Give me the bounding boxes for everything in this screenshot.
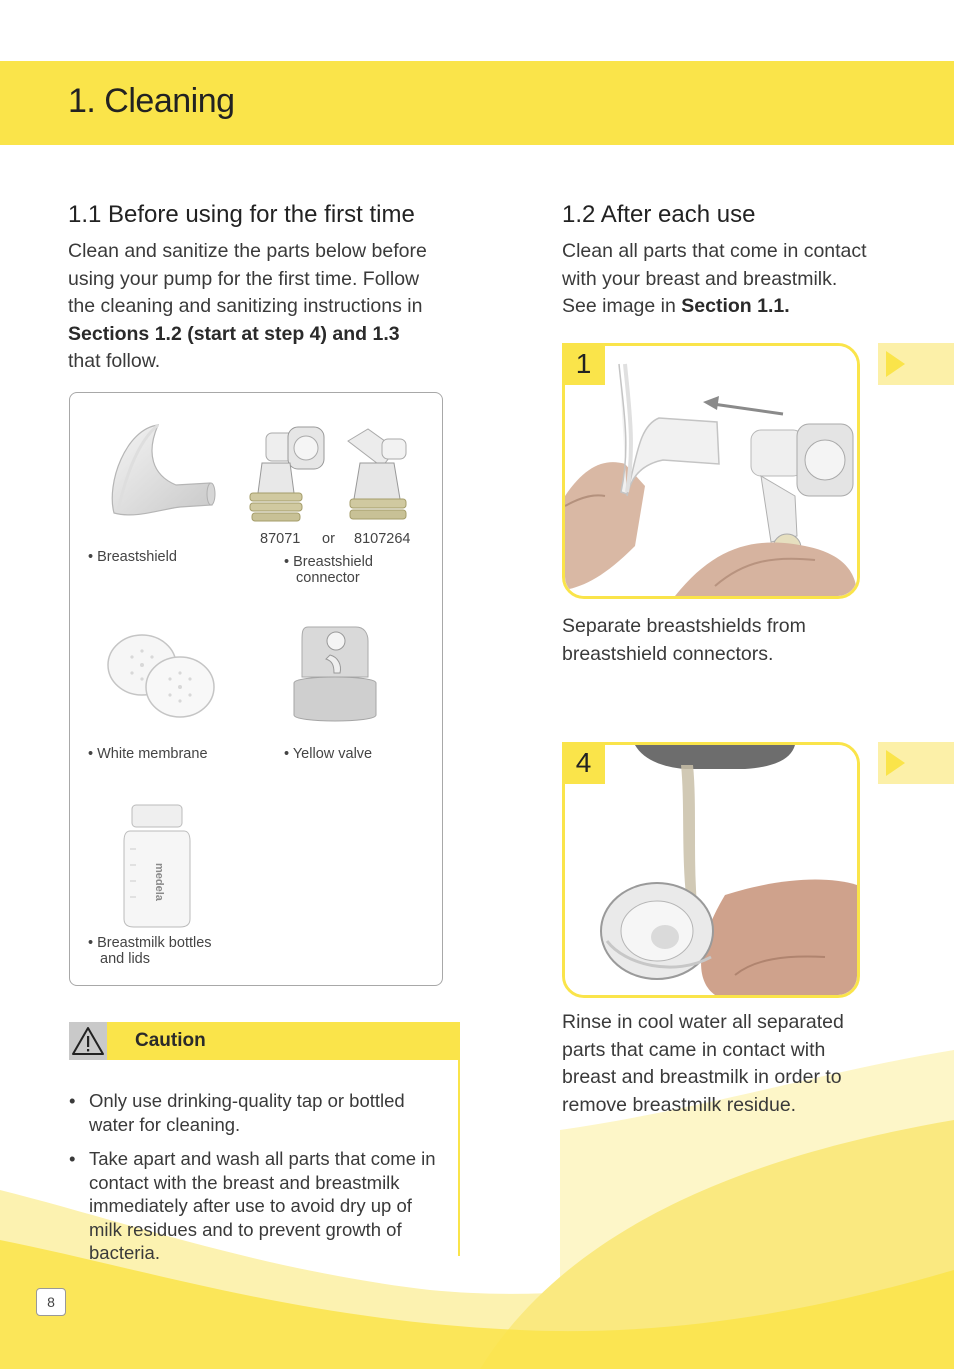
section-1-2-heading: 1.2 After each use [562,201,756,228]
step-4-arrow-icon [886,750,905,776]
caption-line: Separate breastshields from [562,615,806,637]
step-1-caption [562,613,892,668]
bottles-label-line: • Breastmilk bottles [88,935,212,951]
step-4-caption [562,1009,902,1119]
white-membrane-image [106,631,218,721]
caption-line: remove breastmilk residue. [562,1093,797,1116]
bottles-label [88,935,212,967]
connector-label-line: • Breastshield [284,554,373,570]
caption-line: breastshield connectors. [562,642,774,665]
white-membrane-label: • White membrane [88,746,208,762]
intro-bold: Section 1.1. [681,295,790,317]
step-4-photo [565,745,857,995]
caption-line: parts that came in contact with [562,1038,826,1061]
yellow-valve-label: • Yellow valve [284,746,373,762]
caution-bullets [69,1089,449,1276]
page-number: 8 [36,1288,66,1316]
breastmilk-bottle-image [122,803,192,929]
step-4-image-frame [562,742,860,998]
section-1-1-heading: 1.1 Before using for the first time [68,201,415,228]
breastshield-connector-image [244,423,420,529]
connector-code-b: 8107264 [354,531,411,547]
intro-line: using your pump for the first time. Follow [68,267,420,290]
intro-line: Clean and sanitize the parts below before [68,240,427,262]
caution-divider [458,1060,460,1256]
breastshield-image [106,423,218,525]
yellow-valve-image [290,619,380,729]
caption-line: breast and breastmilk in order to [562,1066,842,1088]
connector-code-a: 87071 [260,531,301,547]
step-1-number: 1 [562,343,605,385]
list-item: • Only use drinking-quality tap or bottled water for cleaning. [69,1089,449,1136]
caption-line: Rinse in cool water all separated [562,1011,844,1033]
intro-tail: that follow. [68,350,161,372]
step-1-image-frame [562,343,860,599]
warning-triangle-icon [69,1022,107,1060]
section-1-2-intro [562,238,922,321]
step-1-arrow-icon [886,351,905,377]
caution-bar [69,1022,460,1060]
intro-line: with your breast and breastmilk. [562,267,838,290]
step-1-photo [565,346,857,596]
caution-label: Caution [135,1030,206,1051]
step-4-number: 4 [562,742,605,784]
connector-label-line: connector [296,570,360,586]
connector-label [284,554,373,586]
intro-line: Clean all parts that come in contact [562,240,867,262]
intro-line: the cleaning and sanitizing instructions in [68,295,423,317]
intro-see: See image in [562,295,676,317]
section-1-1-intro [68,238,468,376]
bottle-brand-text: medela [153,863,165,901]
parts-panel [69,392,443,986]
list-item: • Take apart and wash all parts that come in contact with the breast and breastmilk immediately after use to avoid dry up of milk residues and to prevent growth of bacteria. [69,1147,449,1265]
page-title: 1. Cleaning [68,82,235,120]
bottles-label-line: and lids [100,951,150,967]
intro-bold: Sections 1.2 (start at step 4) and 1.3 [68,322,400,345]
breastshield-label: • Breastshield [88,549,177,565]
connector-or: or [322,531,335,547]
